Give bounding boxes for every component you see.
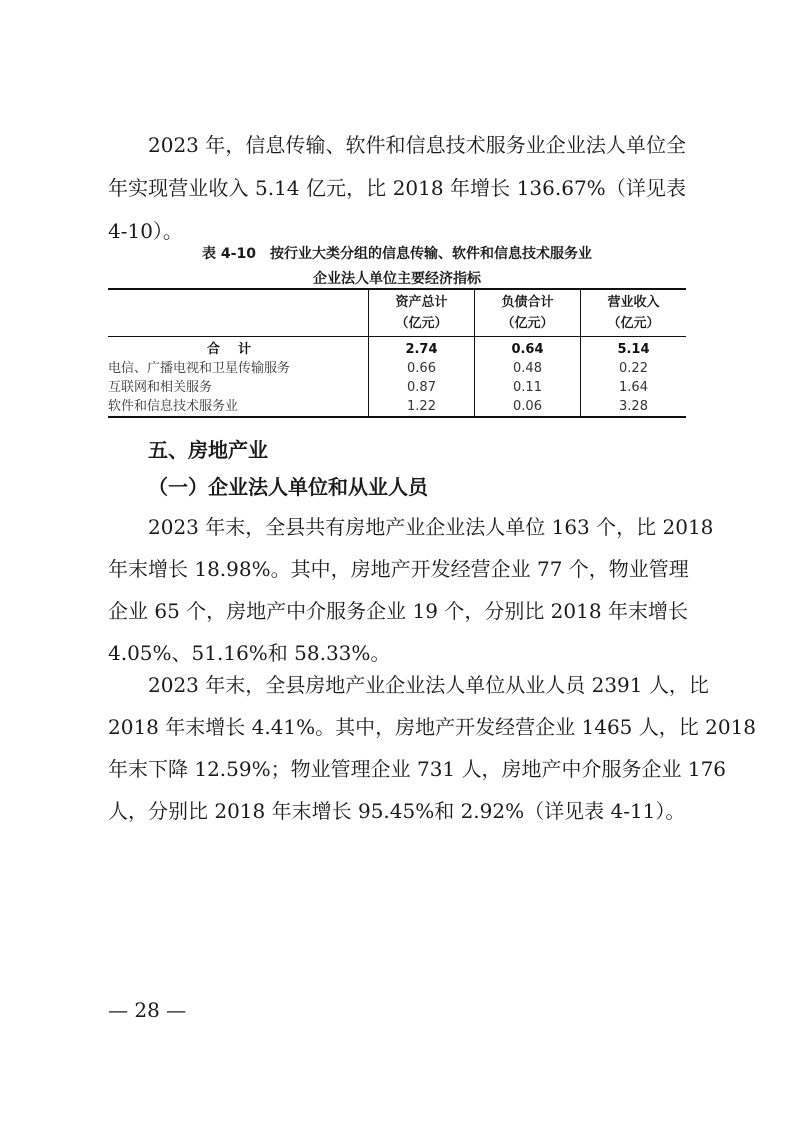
header-assets: 资产总计 （亿元） bbox=[369, 289, 475, 337]
paragraph-line: 年实现营业收入 5.14 亿元，比 2018 年增长 136.67%（详见表 bbox=[108, 176, 686, 200]
paragraph-line: 企业 65 个，房地产中介服务企业 19 个，分别比 2018 年末增长 bbox=[108, 599, 688, 623]
table-header-row bbox=[108, 289, 686, 337]
paragraph-line: 2023 年末，全县共有房地产业企业法人单位 163 个，比 2018 bbox=[148, 515, 714, 539]
table-row: 电信、广播电视和卫星传输服务 0.66 0.48 0.22 bbox=[108, 359, 686, 378]
page-number: — 28 — bbox=[108, 998, 187, 1022]
paragraph-line: 4.05%、51.16%和 58.33%。 bbox=[108, 641, 391, 665]
paragraph-line: 年末增长 18.98%。其中，房地产开发经营企业 77 个，物业管理 bbox=[108, 557, 689, 581]
subsection-heading: （一）企业法人单位和从业人员 bbox=[148, 475, 428, 499]
table-caption: 企业法人单位主要经济指标 bbox=[313, 271, 481, 287]
header-blank bbox=[108, 289, 369, 337]
paragraph-line: 2018 年末增长 4.41%。其中，房地产开发经营企业 1465 人，比 2018 bbox=[108, 715, 757, 739]
paragraph-line: 4-10）。 bbox=[108, 219, 183, 243]
table-row: 软件和信息技术服务业 1.22 0.06 3.28 bbox=[108, 397, 686, 417]
paragraph-line: 年末下降 12.59%；物业管理企业 731 人，房地产中介服务企业 176 bbox=[108, 757, 727, 781]
header-liabilities: 负债合计 （亿元） bbox=[475, 289, 581, 337]
economic-indicators-table bbox=[108, 288, 686, 418]
paragraph-line: 人，分别比 2018 年末增长 95.45%和 2.92%（详见表 4-11）。 bbox=[108, 799, 686, 823]
header-revenue: 营业收入 （亿元） bbox=[581, 289, 687, 337]
table-caption: 表 4-10 按行业大类分组的信息传输、软件和信息技术服务业 bbox=[202, 246, 592, 262]
paragraph-line: 2023 年，信息传输、软件和信息技术服务业企业法人单位全 bbox=[148, 133, 686, 157]
table-row: 合计 2.74 0.64 5.14 bbox=[108, 337, 686, 360]
paragraph-line: 2023 年末，全县房地产业企业法人单位从业人员 2391 人，比 bbox=[148, 673, 709, 697]
table-row: 互联网和相关服务 0.87 0.11 1.64 bbox=[108, 378, 686, 397]
section-heading: 五、房地产业 bbox=[148, 438, 268, 462]
